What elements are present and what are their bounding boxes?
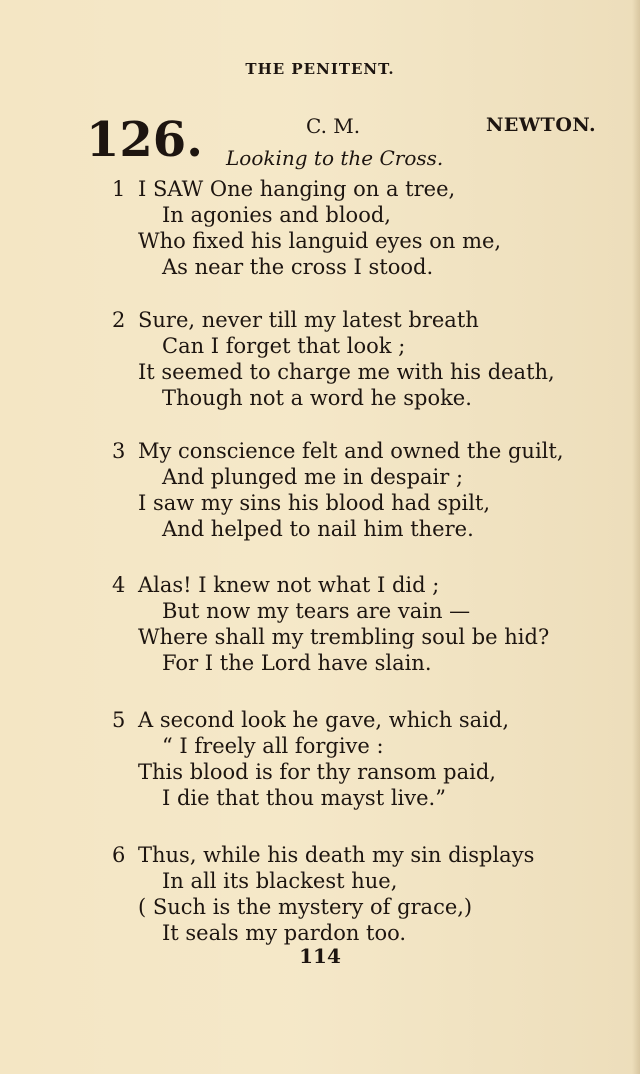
stanza-line: Though not a word he spoke. (162, 386, 472, 410)
stanza-1 (112, 176, 582, 280)
stanza-line: “ I freely all forgive : (162, 734, 384, 758)
stanza-line-text: A second look he gave, which said, (138, 708, 510, 732)
stanza-line: It seemed to charge me with his death, (138, 360, 555, 384)
stanza-line: ( Such is the mystery of grace,) (138, 895, 473, 919)
stanza-line: It seals my pardon too. (162, 921, 407, 945)
stanza-line-text: I SAW One hanging on a tree, (138, 177, 456, 201)
verse-number: 6 (112, 843, 126, 867)
stanza-line (112, 438, 582, 464)
stanza-line (112, 842, 582, 868)
hymn-meter: C. M. (306, 114, 361, 138)
stanza-line (112, 572, 582, 598)
running-head: THE PENITENT. (245, 60, 395, 78)
stanza-line (112, 307, 582, 333)
stanza-line: I die that thou mayst live.” (162, 786, 446, 810)
stanza-line: As near the cross I stood. (162, 255, 434, 279)
hymn-author: NEWTON. (486, 114, 597, 136)
stanza-line: But now my tears are vain — (162, 599, 471, 623)
stanza-6 (112, 842, 582, 946)
page-number: 114 (299, 944, 341, 968)
stanza-line-text: Thus, while his death my sin displays (138, 843, 535, 867)
stanza-line: And plunged me in despair ; (162, 465, 464, 489)
hymn-number: 126. (86, 112, 203, 168)
stanza-2 (112, 307, 582, 411)
stanza-line: Can I forget that look ; (162, 334, 406, 358)
verse-number: 1 (112, 177, 126, 201)
stanza-4 (112, 572, 582, 676)
stanza-line-text: My conscience felt and owned the guilt, (138, 439, 564, 463)
stanza-line: Where shall my trembling soul be hid? (138, 625, 550, 649)
stanza-line: Who fixed his languid eyes on me, (138, 229, 502, 253)
hymn-title: Looking to the Cross. (226, 146, 444, 170)
stanza-line (112, 176, 582, 202)
verse-number: 4 (112, 573, 126, 597)
stanza-5 (112, 707, 582, 811)
stanza-line: I saw my sins his blood had spilt, (138, 491, 491, 515)
stanza-line: In agonies and blood, (162, 203, 391, 227)
stanza-line-text: Sure, never till my latest breath (138, 308, 479, 332)
stanza-line: For I the Lord have slain. (162, 651, 432, 675)
stanza-line: And helped to nail him there. (162, 517, 474, 541)
stanza-line (112, 707, 582, 733)
stanza-line-text: Alas! I knew not what I did ; (138, 573, 440, 597)
verse-number: 2 (112, 308, 126, 332)
verse-number: 5 (112, 708, 126, 732)
stanza-line: This blood is for thy ransom paid, (138, 760, 496, 784)
stanza-3 (112, 438, 582, 542)
verse-number: 3 (112, 439, 126, 463)
stanza-line: In all its blackest hue, (162, 869, 398, 893)
